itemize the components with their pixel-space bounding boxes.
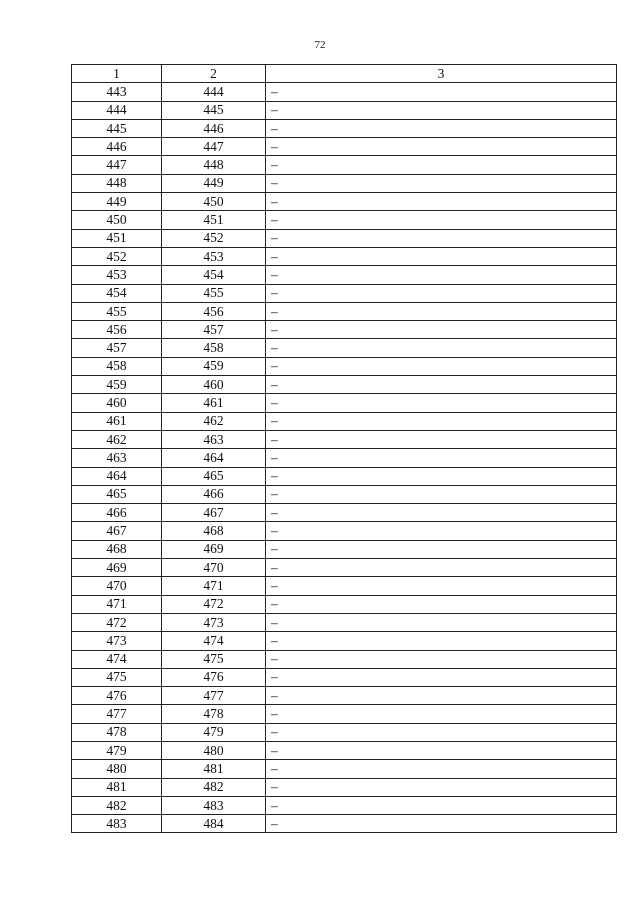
- cell-col-1: 463: [72, 449, 162, 467]
- cell-col-3: –: [266, 229, 617, 247]
- cell-col-2: 454: [162, 266, 266, 284]
- cell-col-1: 474: [72, 650, 162, 668]
- cell-col-1: 459: [72, 376, 162, 394]
- cell-col-3: –: [266, 778, 617, 796]
- cell-col-2: 478: [162, 705, 266, 723]
- cell-col-2: 470: [162, 559, 266, 577]
- table-row: [72, 119, 617, 137]
- table-row: [72, 211, 617, 229]
- cell-col-3: –: [266, 723, 617, 741]
- cell-col-3: –: [266, 394, 617, 412]
- cell-col-3: –: [266, 101, 617, 119]
- table-row: [72, 302, 617, 320]
- table-row: [72, 101, 617, 119]
- cell-col-1: 476: [72, 687, 162, 705]
- cell-col-1: 461: [72, 412, 162, 430]
- cell-col-3: –: [266, 211, 617, 229]
- cell-col-2: 451: [162, 211, 266, 229]
- cell-col-2: 476: [162, 668, 266, 686]
- cell-col-2: 479: [162, 723, 266, 741]
- page-number: 72: [314, 39, 326, 51]
- table-row: [72, 449, 617, 467]
- table-row: [72, 815, 617, 833]
- cell-col-1: 455: [72, 302, 162, 320]
- cell-col-1: 471: [72, 595, 162, 613]
- cell-col-1: 470: [72, 577, 162, 595]
- table-row: [72, 595, 617, 613]
- table-row: [72, 613, 617, 631]
- cell-col-2: 464: [162, 449, 266, 467]
- table-row: [72, 138, 617, 156]
- cell-col-2: 444: [162, 83, 266, 101]
- cell-col-2: 452: [162, 229, 266, 247]
- cell-col-3: –: [266, 632, 617, 650]
- cell-col-2: 446: [162, 119, 266, 137]
- cell-col-3: –: [266, 430, 617, 448]
- cell-col-2: 447: [162, 138, 266, 156]
- cell-col-1: 477: [72, 705, 162, 723]
- table-row: [72, 705, 617, 723]
- table-row: [72, 540, 617, 558]
- table-body: [72, 83, 617, 833]
- cell-col-2: 463: [162, 430, 266, 448]
- cell-col-1: 450: [72, 211, 162, 229]
- cell-col-1: 475: [72, 668, 162, 686]
- cell-col-3: –: [266, 156, 617, 174]
- column-header-2: 2: [162, 65, 266, 83]
- table-row: [72, 796, 617, 814]
- column-header-1: 1: [72, 65, 162, 83]
- header-row: [72, 65, 617, 83]
- cell-col-2: 481: [162, 760, 266, 778]
- cell-col-1: 444: [72, 101, 162, 119]
- cell-col-3: –: [266, 559, 617, 577]
- table-row: [72, 650, 617, 668]
- cell-col-3: –: [266, 650, 617, 668]
- table-row: [72, 83, 617, 101]
- cell-col-1: 456: [72, 321, 162, 339]
- cell-col-3: –: [266, 412, 617, 430]
- cell-col-1: 448: [72, 174, 162, 192]
- cell-col-2: 468: [162, 522, 266, 540]
- cell-col-2: 482: [162, 778, 266, 796]
- cell-col-3: –: [266, 174, 617, 192]
- cell-col-1: 454: [72, 284, 162, 302]
- cell-col-1: 451: [72, 229, 162, 247]
- cell-col-1: 462: [72, 430, 162, 448]
- table-row: [72, 394, 617, 412]
- cell-col-2: 457: [162, 321, 266, 339]
- cell-col-2: 474: [162, 632, 266, 650]
- cell-col-2: 460: [162, 376, 266, 394]
- cell-col-3: –: [266, 705, 617, 723]
- cell-col-2: 449: [162, 174, 266, 192]
- cell-col-3: –: [266, 796, 617, 814]
- table-row: [72, 357, 617, 375]
- cell-col-1: 447: [72, 156, 162, 174]
- cell-col-2: 472: [162, 595, 266, 613]
- cell-col-3: –: [266, 339, 617, 357]
- table-row: [72, 760, 617, 778]
- cell-col-3: –: [266, 577, 617, 595]
- table-row: [72, 577, 617, 595]
- cell-col-2: 473: [162, 613, 266, 631]
- cell-col-1: 478: [72, 723, 162, 741]
- cell-col-2: 475: [162, 650, 266, 668]
- cell-col-1: 468: [72, 540, 162, 558]
- cell-col-1: 449: [72, 193, 162, 211]
- cell-col-1: 453: [72, 266, 162, 284]
- cell-col-3: –: [266, 613, 617, 631]
- cell-col-2: 450: [162, 193, 266, 211]
- cell-col-2: 477: [162, 687, 266, 705]
- table-row: [72, 156, 617, 174]
- cell-col-1: 445: [72, 119, 162, 137]
- cell-col-3: –: [266, 741, 617, 759]
- cell-col-1: 457: [72, 339, 162, 357]
- cell-col-2: 480: [162, 741, 266, 759]
- cell-col-3: –: [266, 467, 617, 485]
- table-row: [72, 741, 617, 759]
- table-row: [72, 412, 617, 430]
- cell-col-1: 482: [72, 796, 162, 814]
- cell-col-1: 466: [72, 504, 162, 522]
- cell-col-3: –: [266, 668, 617, 686]
- cell-col-3: –: [266, 760, 617, 778]
- cell-col-1: 479: [72, 741, 162, 759]
- table-row: [72, 284, 617, 302]
- cell-col-1: 460: [72, 394, 162, 412]
- table-header: [72, 65, 617, 83]
- cell-col-3: –: [266, 83, 617, 101]
- cell-col-2: 456: [162, 302, 266, 320]
- table-row: [72, 485, 617, 503]
- cell-col-3: –: [266, 687, 617, 705]
- cell-col-3: –: [266, 193, 617, 211]
- cell-col-1: 472: [72, 613, 162, 631]
- cell-col-3: –: [266, 540, 617, 558]
- cell-col-2: 467: [162, 504, 266, 522]
- cell-col-2: 471: [162, 577, 266, 595]
- table-row: [72, 376, 617, 394]
- cell-col-2: 445: [162, 101, 266, 119]
- cell-col-2: 483: [162, 796, 266, 814]
- cell-col-3: –: [266, 504, 617, 522]
- cell-col-2: 458: [162, 339, 266, 357]
- cell-col-1: 480: [72, 760, 162, 778]
- table-row: [72, 632, 617, 650]
- table-row: [72, 559, 617, 577]
- data-table: [71, 64, 617, 833]
- table-row: [72, 668, 617, 686]
- table-row: [72, 266, 617, 284]
- cell-col-1: 467: [72, 522, 162, 540]
- cell-col-3: –: [266, 595, 617, 613]
- cell-col-1: 446: [72, 138, 162, 156]
- cell-col-2: 453: [162, 247, 266, 265]
- table-row: [72, 174, 617, 192]
- cell-col-1: 473: [72, 632, 162, 650]
- cell-col-3: –: [266, 119, 617, 137]
- cell-col-3: –: [266, 302, 617, 320]
- cell-col-2: 462: [162, 412, 266, 430]
- cell-col-1: 481: [72, 778, 162, 796]
- cell-col-1: 469: [72, 559, 162, 577]
- cell-col-3: –: [266, 449, 617, 467]
- cell-col-1: 464: [72, 467, 162, 485]
- cell-col-1: 452: [72, 247, 162, 265]
- cell-col-3: –: [266, 284, 617, 302]
- cell-col-1: 483: [72, 815, 162, 833]
- table-row: [72, 522, 617, 540]
- table-row: [72, 504, 617, 522]
- table-row: [72, 778, 617, 796]
- cell-col-2: 448: [162, 156, 266, 174]
- cell-col-3: –: [266, 357, 617, 375]
- cell-col-2: 466: [162, 485, 266, 503]
- cell-col-2: 461: [162, 394, 266, 412]
- cell-col-3: –: [266, 815, 617, 833]
- cell-col-2: 469: [162, 540, 266, 558]
- cell-col-1: 465: [72, 485, 162, 503]
- table-row: [72, 723, 617, 741]
- table-row: [72, 339, 617, 357]
- cell-col-3: –: [266, 522, 617, 540]
- cell-col-3: –: [266, 485, 617, 503]
- table-row: [72, 467, 617, 485]
- table-row: [72, 193, 617, 211]
- table-row: [72, 229, 617, 247]
- table-row: [72, 321, 617, 339]
- cell-col-2: 459: [162, 357, 266, 375]
- cell-col-1: 443: [72, 83, 162, 101]
- cell-col-3: –: [266, 266, 617, 284]
- column-header-3: 3: [266, 65, 617, 83]
- cell-col-3: –: [266, 247, 617, 265]
- cell-col-3: –: [266, 138, 617, 156]
- table-row: [72, 430, 617, 448]
- table-row: [72, 247, 617, 265]
- cell-col-1: 458: [72, 357, 162, 375]
- cell-col-2: 484: [162, 815, 266, 833]
- table-row: [72, 687, 617, 705]
- cell-col-3: –: [266, 376, 617, 394]
- cell-col-2: 465: [162, 467, 266, 485]
- cell-col-3: –: [266, 321, 617, 339]
- cell-col-2: 455: [162, 284, 266, 302]
